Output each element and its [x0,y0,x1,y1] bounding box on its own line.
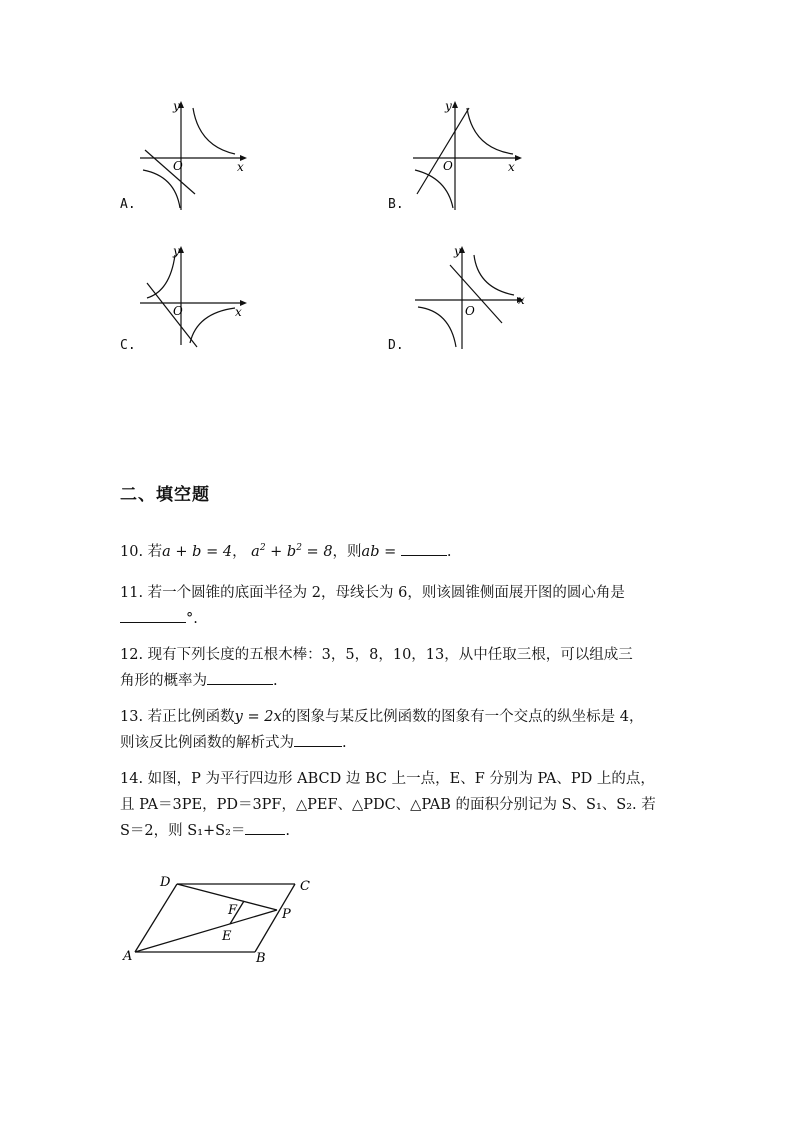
origin-label: O [173,159,183,173]
vertex-c-label: C [300,879,310,894]
answer-blank[interactable] [294,732,342,747]
point-e-label: E [222,929,232,944]
degree-unit: ° [186,611,194,627]
answer-blank[interactable] [120,608,186,623]
origin-label: O [173,304,183,318]
origin-label: O [443,159,453,173]
option-b-label: B. [388,197,404,212]
punctuation: . [285,823,291,839]
math-expression: y = 2x [234,709,282,725]
answer-blank[interactable] [401,541,447,556]
graph-option-b [405,98,530,213]
question-text: 若 [147,543,163,560]
math-expression: $a^2 + b^2 = 8$ [251,543,333,560]
y-axis-label: y [445,99,452,113]
parallelogram-figure [115,870,325,965]
y-axis-label: y [173,244,180,258]
question-12 [120,642,680,694]
option-c-label: C. [120,338,136,353]
question-text: 且 PA＝3PE，PD＝3PF，△PEF、△PDC、△PAB 的面积分别记为 S、S₁、S₂. 若 [120,797,656,813]
graph-option-d [410,243,535,351]
punctuation: . [446,543,452,560]
origin-label: O [465,304,475,318]
question-number: 10. [120,543,144,560]
graph-option-a [135,98,255,213]
vertex-b-label: B [256,951,266,965]
y-axis-label: y [173,99,180,113]
punctuation: . [193,611,198,627]
answer-blank[interactable] [207,670,273,685]
question-14 [120,766,680,844]
question-text: 则该反比例函数的解析式为 [120,735,294,751]
question-text: 12. 现有下列长度的五根木棒：3，5，8，10，13，从中任取三根，可以组成三 [120,647,633,663]
punctuation: . [342,735,347,751]
question-text: S＝2，则 S₁+S₂＝ [120,823,246,839]
graph-option-c [135,243,255,348]
question-10 [120,535,680,565]
question-text: 14. 如图，P 为平行四边形 ABCD 边 BC 上一点，E、F 分别为 PA、PD 上的点， [120,771,655,787]
x-axis-label: x [508,160,515,174]
vertex-a-label: A [123,949,133,964]
point-f-label: F [228,903,238,918]
question-text: 13. 若正比例函数 [120,709,235,725]
punctuation: . [273,673,278,689]
point-p-label: P [282,907,291,922]
question-text: ，则 [332,543,362,560]
answer-blank[interactable] [245,820,285,835]
option-d-label: D. [388,338,404,353]
x-axis-label: x [235,305,242,319]
question-13 [120,704,680,756]
x-axis-label: x [518,293,525,307]
question-text: 的图象与某反比例函数的图象有一个交点的纵坐标是 4， [281,709,644,725]
y-axis-label: y [454,244,461,258]
question-text: 11. 若一个圆锥的底面半径为 2，母线长为 6，则该圆锥侧面展开图的圆心角是 [120,585,625,601]
vertex-d-label: D [160,875,171,890]
question-11 [120,580,680,632]
x-axis-label: x [237,160,244,174]
math-expression: ab = [361,543,397,560]
punctuation: ， [232,543,247,560]
question-text: 角形的概率为 [120,673,207,689]
math-expression: a + b = 4 [162,543,233,560]
option-a-label: A. [120,197,136,212]
section-title: 二、填空题 [120,485,210,505]
